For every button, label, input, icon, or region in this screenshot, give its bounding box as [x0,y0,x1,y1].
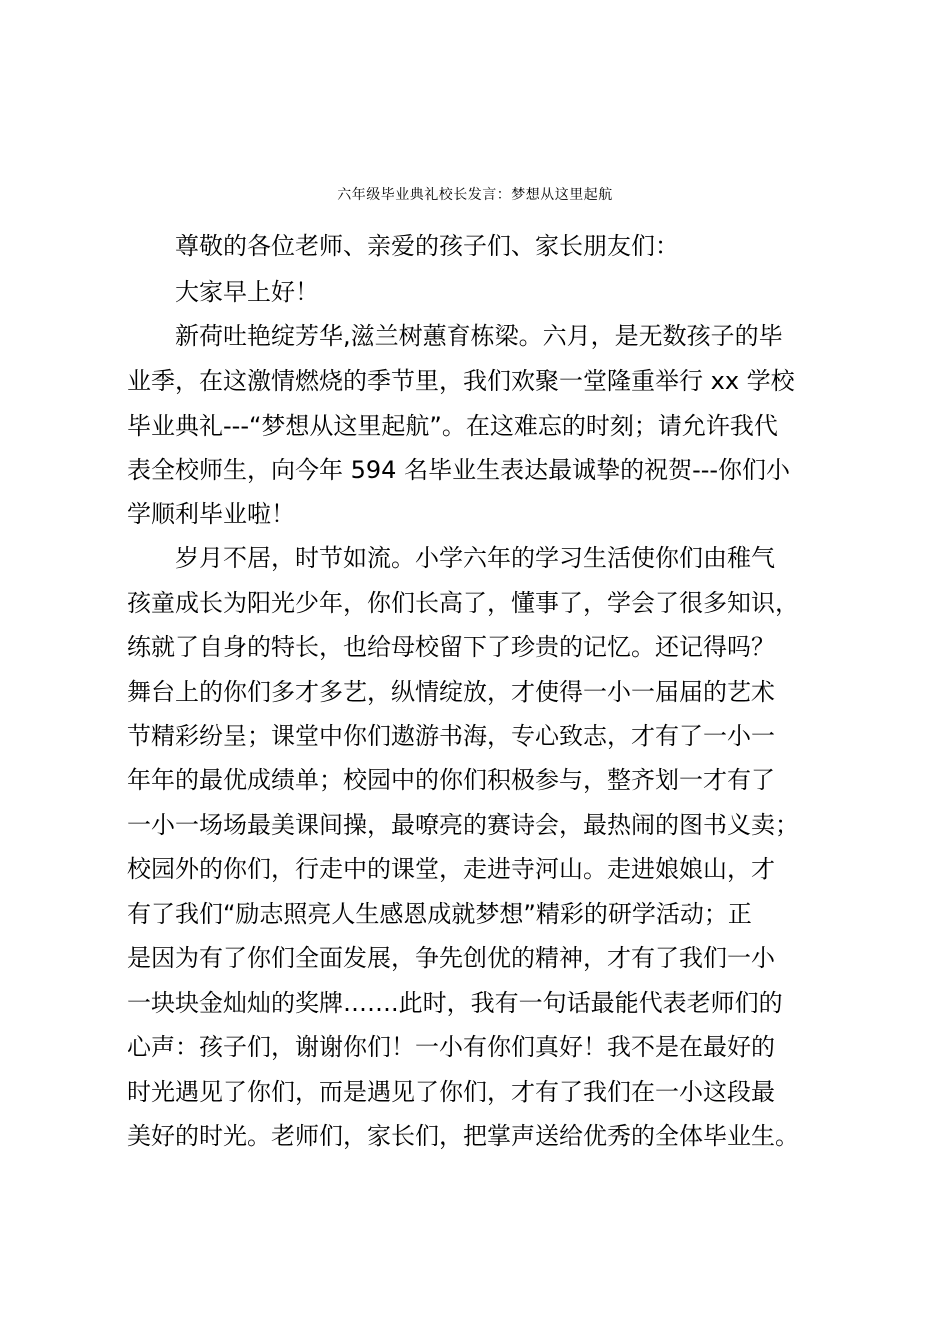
paragraph-2-line: 岁月不居，时节如流。小学六年的学习生活使你们由稚气 [175,544,775,572]
paragraph-2-line: 一小一场场最美课间操，最嘹亮的赛诗会，最热闹的图书义卖； [127,811,799,839]
paragraph-2-line: 一块块金灿灿的奖牌…….此时，我有一句话最能代表老师们的 [127,989,783,1017]
paragraph-1-line: 毕业典礼---“梦想从这里起航”。在这难忘的时刻；请允许我代 [127,412,778,440]
paragraph-1-line: 业季，在这激情燃烧的季节里，我们欢聚一堂隆重举行 xx 学校 [127,367,795,395]
greeting: 大家早上好！ [175,278,319,306]
paragraph-2-line: 年年的最优成绩单；校园中的你们积极参与，整齐划一才有了 [127,766,775,794]
paragraph-2-line: 练就了自身的特长，也给母校留下了珍贵的记忆。还记得吗？ [127,633,775,661]
paragraph-2-line: 有了我们“励志照亮人生感恩成就梦想”精彩的研学活动；正 [127,900,752,928]
paragraph-2-line: 心声：孩子们，谢谢你们！一小有你们真好！我不是在最好的 [127,1033,775,1061]
paragraph-1-line: 表全校师生，向今年 594 名毕业生表达最诚挚的祝贺---你们小 [127,456,791,484]
paragraph-1-line: 学顺利毕业啦！ [127,500,295,528]
paragraph-2-line: 舞台上的你们多才多艺，纵情绽放，才使得一小一届届的艺术 [127,678,775,706]
paragraph-2-line: 节精彩纷呈；课堂中你们遨游书海，专心致志，才有了一小一 [127,722,775,750]
paragraph-2-line: 美好的时光。老师们，家长们，把掌声送给优秀的全体毕业生。 [127,1122,799,1150]
salutation: 尊敬的各位老师、亲爱的孩子们、家长朋友们： [175,232,679,260]
paragraph-1-line: 新荷吐艳绽芳华,滋兰树蕙育栋梁。六月，是无数孩子的毕 [175,322,783,350]
paragraph-2-line: 校园外的你们，行走中的课堂，走进寺河山。走进娘娘山，才 [127,855,775,883]
paragraph-2-line: 是因为有了你们全面发展，争先创优的精神，才有了我们一小 [127,944,775,972]
paragraph-2-line: 孩童成长为阳光少年，你们长高了，懂事了，学会了很多知识， [127,589,799,617]
paragraph-2-line: 时光遇见了你们，而是遇见了你们，才有了我们在一小这段最 [127,1078,775,1106]
document-title: 六年级毕业典礼校长发言：梦想从这里起航 [337,187,613,203]
